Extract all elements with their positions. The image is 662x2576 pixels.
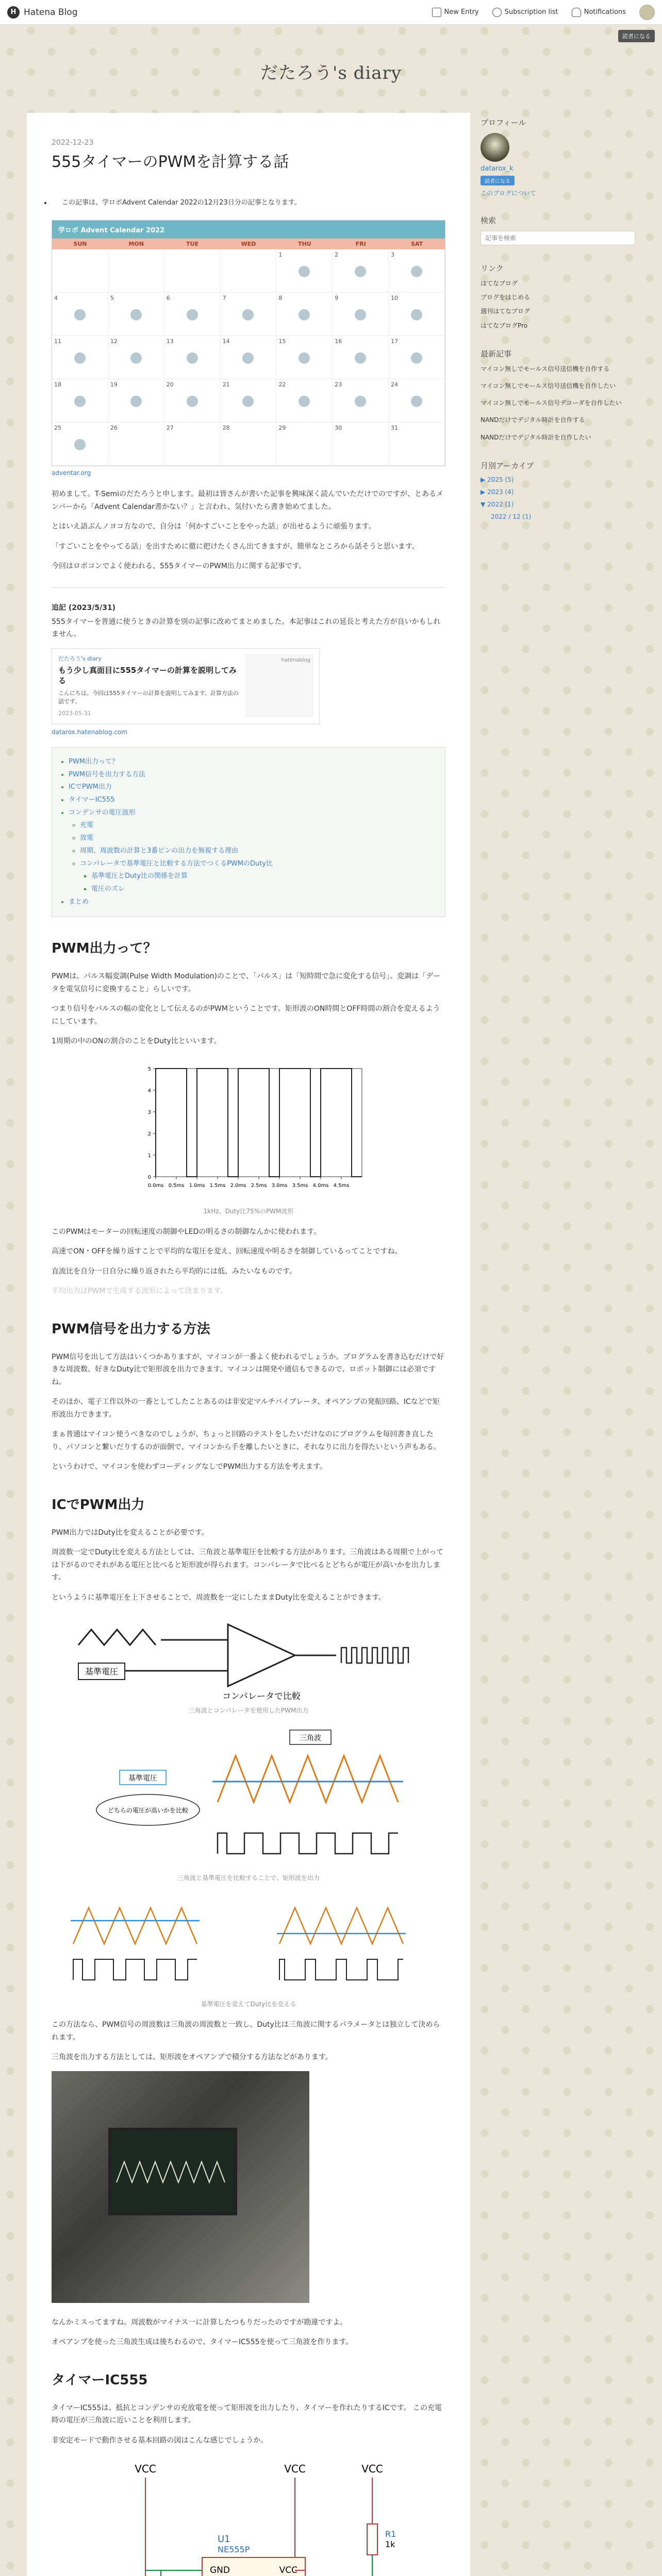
calendar-author-avatar bbox=[411, 309, 422, 320]
about-blog-link[interactable]: このブログについて bbox=[481, 190, 536, 197]
archive-year[interactable]: ▶ 2023 (4) bbox=[481, 488, 514, 496]
calendar-day-number: 28 bbox=[222, 425, 230, 431]
blog-card-date: 2023-05-31 bbox=[58, 709, 91, 717]
calendar-author-avatar bbox=[411, 266, 422, 277]
toc-subitem[interactable]: 周期、周波数の計算と3番ピンの出力を無視する理由 bbox=[80, 846, 239, 855]
subscription-label: Subscription list bbox=[504, 8, 558, 16]
sec4-paragraph: タイマーIC555は、抵抗とコンデンサの充放電を使って矩形波を出力したり、タイマーを作れたりするICです。 この充電時の電圧が三角波に近いことを利用します。 bbox=[52, 2403, 442, 2425]
sec3-paragraph: 周波数一定でDuty比を変える方法としては、三角波と基準電圧を比較する方法があります。三角波はある周期で上がっては下がるのでそれがある電圧と比べると矩形波が得られます。コンパレータで比べるとどちらが電圧が高いかを出力します。 bbox=[52, 1548, 444, 1582]
sec1-paragraph: このPWMはモーターの回転速度の制御やLEDの明るさの制御なんかに使われます。 bbox=[52, 1227, 321, 1236]
triangle-compare-svg bbox=[63, 1725, 434, 1869]
calendar-cell[interactable] bbox=[52, 249, 108, 293]
sec1-paragraph: つまり信号をパルスの幅の変化として伝えるのがPWMということです。矩形波のON時間とOFF時間の割合を変えるようにしています。 bbox=[52, 1005, 440, 1026]
hatena-topbar bbox=[0, 0, 662, 40]
pin-vcc: VCC bbox=[279, 2565, 297, 2576]
ne555-schematic-svg bbox=[84, 2457, 413, 2576]
calendar-author-avatar bbox=[411, 352, 422, 364]
toc-item[interactable]: タイマーIC555 bbox=[69, 796, 115, 804]
toc-item[interactable]: PWM信号を出力する方法 bbox=[69, 770, 145, 778]
calendar-day-number: 1 bbox=[278, 251, 283, 258]
calendar-author-avatar bbox=[355, 396, 366, 407]
sec3-paragraph: オペアンプを使った三角波生成は後ちわるので、タイマーIC555を使って三角波を作ります。 bbox=[52, 2338, 353, 2347]
calendar-day-number: 27 bbox=[166, 425, 174, 431]
entry-title[interactable]: 555タイマーのPWMを計算する話 bbox=[52, 153, 289, 171]
calendar-day-number: 9 bbox=[335, 295, 339, 301]
calendar-cell[interactable] bbox=[389, 249, 445, 293]
sidebar-link[interactable]: ブログをはじめる bbox=[481, 294, 531, 301]
recent-post[interactable]: NANDだけでデジタル時計を自作したい bbox=[481, 433, 591, 441]
calendar-day-number: 24 bbox=[391, 381, 399, 388]
bell-icon bbox=[572, 8, 581, 17]
y-tick-label: 3 bbox=[147, 1109, 151, 1115]
search-module bbox=[481, 215, 635, 245]
calendar-day-number: 2 bbox=[335, 251, 339, 258]
calendar-author-avatar bbox=[74, 396, 86, 407]
addendum-text: 555タイマーを普通に使うときの計算を別の記事に改めてまとめました。本記事はこれの延長と考えた方が良いかもしれません。 bbox=[52, 617, 441, 638]
sec2-paragraph: まぁ普通はマイコン使うべきなのでしょうが、ちょっと回路のテストをしたいだけなのにプログラムを毎回書き直したり、パソコンと繋いだりするのが面倒で、マイコンから手を離したいときに、それなりに出力を得たいという声もある。 bbox=[52, 1430, 441, 1451]
calendar-cell[interactable] bbox=[52, 336, 108, 379]
calendar-author-avatar bbox=[74, 352, 86, 364]
calendar-cell[interactable] bbox=[108, 379, 164, 422]
profile-heading: プロフィール bbox=[481, 118, 526, 127]
intro-paragraph-1: 初めまして。T-Semiのだたろうと申します。最初は皆さんが書いた記事を興味深く読んでいただけでのですが、とあるメンバーから「Advent Calendar書かない？」と言われ、気付いたら書き始めてました。 bbox=[52, 490, 443, 511]
notifications-label: Notifications bbox=[584, 8, 626, 16]
advent-calendar-header: 学ロボ Advent Calendar 2022 bbox=[52, 221, 445, 239]
blog-title[interactable]: だたろう's diary bbox=[260, 63, 402, 83]
vcc-label: VCC bbox=[284, 2463, 306, 2476]
y-tick-label: 2 bbox=[147, 1131, 151, 1137]
calendar-cell[interactable] bbox=[276, 336, 333, 379]
x-tick-label: 4.5ms bbox=[333, 1182, 350, 1189]
subscribe-button[interactable]: 読者になる bbox=[618, 30, 655, 42]
calendar-day-number: 4 bbox=[54, 295, 58, 301]
sec3-paragraph: 三角波を出力する方法としては、矩形波をオペアンプで積分する方法などがあります。 bbox=[52, 2053, 333, 2062]
calendar-cell[interactable] bbox=[164, 422, 221, 466]
calendar-day-header: MON bbox=[128, 241, 144, 247]
calendar-day-number: 31 bbox=[391, 425, 399, 431]
x-tick-label: 2.0ms bbox=[230, 1182, 246, 1189]
calendar-day-number: 15 bbox=[278, 338, 286, 345]
calendar-day-number: 18 bbox=[54, 381, 61, 388]
archive-month[interactable]: 2022 / 12 (1) bbox=[491, 513, 532, 520]
search-input[interactable] bbox=[481, 231, 635, 245]
x-tick-label: 3.5ms bbox=[292, 1182, 308, 1189]
calendar-day-header: SAT bbox=[411, 241, 423, 247]
reference-voltage-label: 基準電圧 bbox=[128, 1774, 157, 1783]
archive-year[interactable]: ▶ 2025 (5) bbox=[481, 476, 514, 483]
calendar-day-number: 8 bbox=[278, 295, 283, 301]
links-module bbox=[481, 263, 635, 331]
section-heading-555: タイマーIC555 bbox=[52, 2372, 148, 2388]
sidebar-link[interactable]: 週刊はてなブログ bbox=[481, 308, 531, 315]
calendar-author-avatar bbox=[299, 352, 310, 364]
calendar-cell[interactable] bbox=[389, 293, 445, 336]
toc-subitem[interactable]: コンパレータで基準電圧と比較する方法でつくるPWMのDuty比 bbox=[80, 859, 273, 868]
recent-post[interactable]: NANDだけでデジタル時計を自作する bbox=[481, 416, 585, 424]
calendar-cell[interactable] bbox=[276, 293, 333, 336]
calendar-day-header: SUN bbox=[73, 241, 87, 247]
divider bbox=[52, 587, 445, 588]
pwm-chart-svg bbox=[125, 1058, 372, 1202]
sec4-paragraph: 非安定モードで動作させる基本回路の図はこんな感じでしょうか。 bbox=[52, 2436, 268, 2445]
hatena-logo-text: Hatena Blog bbox=[24, 7, 78, 18]
calendar-author-avatar bbox=[130, 396, 142, 407]
sec3-paragraph: PWM出力ではDuty比を変えることが必要です。 bbox=[52, 1528, 209, 1537]
calendar-cell[interactable] bbox=[221, 293, 277, 336]
table-of-contents bbox=[52, 747, 445, 917]
recent-heading: 最新記事 bbox=[481, 349, 512, 359]
x-tick-label: 1.0ms bbox=[189, 1182, 205, 1189]
calendar-author-avatar bbox=[187, 309, 198, 320]
calendar-day-header: WED bbox=[241, 241, 256, 247]
ne555-schematic bbox=[52, 2457, 445, 2576]
sec1-paragraph: 直流比を自分一日自分に繰り返されたら平均的には低、みたいなものです。 bbox=[52, 1267, 296, 1276]
r1-label: R1 bbox=[385, 2529, 396, 2539]
calendar-author-avatar bbox=[130, 352, 142, 364]
calendar-author-avatar bbox=[299, 396, 310, 407]
calendar-day-number: 12 bbox=[110, 338, 118, 345]
x-tick-label: 0.0ms bbox=[147, 1182, 164, 1189]
toc-item[interactable]: コンデンサの電圧波形 bbox=[69, 808, 136, 817]
advent-calendar-link[interactable]: adventar.org bbox=[52, 469, 91, 477]
calendar-cell[interactable] bbox=[52, 422, 108, 466]
comparator-diagram-caption: 三角波とコンパレータを使用したPWM出力 bbox=[188, 1707, 309, 1715]
calendar-author-avatar bbox=[130, 309, 142, 320]
calendar-day-number: 25 bbox=[54, 425, 61, 431]
oscilloscope-screen bbox=[108, 2128, 237, 2215]
toc-subitem[interactable]: 充電 bbox=[80, 821, 94, 829]
duty-variation-svg bbox=[63, 1892, 434, 1995]
calendar-day-number: 3 bbox=[391, 251, 395, 258]
calendar-cell[interactable] bbox=[108, 249, 164, 293]
calendar-author-avatar bbox=[74, 439, 86, 450]
vcc-label: VCC bbox=[135, 2463, 156, 2476]
calendar-day-number: 30 bbox=[335, 425, 342, 431]
calendar-day-number: 6 bbox=[166, 295, 170, 301]
calendar-cell[interactable] bbox=[221, 379, 277, 422]
pwm-chart-caption: 1kHz、Duty比75%のPWM波形 bbox=[203, 1207, 294, 1215]
x-tick-label: 0.5ms bbox=[168, 1182, 185, 1189]
triangle-compare-diagram bbox=[52, 1725, 445, 1882]
u1-label: U1 bbox=[218, 2534, 230, 2545]
sec1-paragraph: 平均出力はPWMで生成する波形によって決まります。 bbox=[52, 1287, 228, 1296]
duty-variation-caption: 基準電圧を変えてDuty比を変える bbox=[201, 2001, 296, 2008]
section-heading-ic-pwm: ICでPWM出力 bbox=[52, 1497, 145, 1513]
reader-icon bbox=[492, 8, 502, 17]
hatena-logo-icon: H bbox=[7, 6, 20, 19]
comparator-label: コンパレータで比較 bbox=[222, 1691, 301, 1702]
calendar-day-number: 22 bbox=[278, 381, 286, 388]
calendar-cell[interactable] bbox=[221, 422, 277, 466]
x-tick-label: 2.5ms bbox=[251, 1182, 267, 1189]
calendar-day-number: 13 bbox=[166, 338, 174, 345]
part-label: NE555P bbox=[218, 2545, 250, 2555]
y-tick-label: 0 bbox=[147, 1174, 151, 1180]
section-heading-pwm: PWM出力って？ bbox=[52, 941, 157, 957]
blog-card[interactable] bbox=[52, 648, 320, 725]
calendar-cell[interactable] bbox=[164, 293, 221, 336]
sec2-paragraph: というわけで、マイコンを使わずコーディングなしでPWM出力する方法を考えます。 bbox=[52, 1463, 327, 1471]
recent-post[interactable]: マイコン無しでモールス信号送信機を自作したい bbox=[481, 382, 616, 389]
sec2-paragraph: PWM信号を出して方法はいくつかありますが、マイコンが一番よく使われるでしょうか。プログラムを書き込むだけで好きな周波数、好きなDuty比で矩形波を出力できます。マイコンは開発や通信もできるので、ロボット制御には必須ですね。 bbox=[52, 1352, 444, 1386]
calendar-cell[interactable] bbox=[333, 293, 389, 336]
calendar-cell[interactable] bbox=[164, 249, 221, 293]
calendar-day-header: FRI bbox=[355, 241, 366, 247]
section-heading-pwm-methods: PWM信号を出力する方法 bbox=[52, 1321, 210, 1337]
advent-calendar-days bbox=[52, 239, 445, 249]
sec3-paragraph: この方法なら、PWM信号の周波数は三角波の周波数と一致し、Duty比は三角波に関するパラメータとは独立して決められます。 bbox=[52, 2021, 440, 2042]
calendar-cell[interactable] bbox=[333, 336, 389, 379]
archive-year[interactable]: ▼ 2022 (1) bbox=[481, 500, 514, 508]
calendar-day-number: 17 bbox=[391, 338, 399, 345]
user-avatar[interactable] bbox=[639, 5, 655, 20]
compare-bubble: どちらの電圧が高いかを比較 bbox=[107, 1807, 189, 1815]
sidebar bbox=[481, 113, 635, 538]
advent-notice: • この記事は、学ロボAdvent Calendar 2022の12月23日分の記事となります。 bbox=[52, 193, 445, 211]
sidebar-link[interactable]: はてなブログPro bbox=[481, 321, 528, 329]
calendar-author-avatar bbox=[355, 352, 366, 364]
calendar-cell[interactable] bbox=[108, 336, 164, 379]
recent-post[interactable]: マイコン無しでモールス信号送信機を自作する bbox=[481, 365, 610, 372]
toc-subitem[interactable]: 放電 bbox=[80, 834, 94, 842]
calendar-day-number: 7 bbox=[222, 295, 226, 301]
archive-module bbox=[481, 460, 635, 520]
recent-post[interactable]: マイコン無しでモールス信号デコーダを自作したい bbox=[481, 399, 622, 407]
toc-item[interactable]: まとめ bbox=[69, 897, 89, 906]
y-tick-label: 4 bbox=[147, 1088, 151, 1094]
calendar-cell[interactable] bbox=[276, 379, 333, 422]
hatena-logo[interactable] bbox=[7, 6, 78, 19]
entry-date[interactable]: 2022-12-23 bbox=[52, 139, 94, 147]
x-tick-label: 3.0ms bbox=[271, 1182, 288, 1189]
recent-posts-module bbox=[481, 348, 635, 443]
calendar-day-header: TUE bbox=[186, 241, 199, 247]
calendar-author-avatar bbox=[187, 352, 198, 364]
calendar-author-avatar bbox=[299, 309, 310, 320]
search-heading: 検索 bbox=[481, 216, 496, 225]
new-entry-link[interactable] bbox=[432, 8, 479, 17]
calendar-cell[interactable] bbox=[164, 336, 221, 379]
calendar-day-header: THU bbox=[298, 241, 311, 247]
triangle-compare-caption: 三角波と基準電圧を比較することで、矩形波を出力 bbox=[177, 1874, 320, 1882]
vcc-label: VCC bbox=[361, 2463, 383, 2476]
oscilloscope-photo[interactable] bbox=[52, 2071, 309, 2303]
calendar-cell[interactable] bbox=[389, 379, 445, 422]
calendar-day-number: 19 bbox=[110, 381, 118, 388]
advent-calendar-embed[interactable] bbox=[52, 220, 445, 466]
comparator-diagram bbox=[52, 1614, 445, 1715]
profile-module bbox=[481, 117, 635, 197]
ref-voltage-label: 基準電圧 bbox=[85, 1667, 119, 1677]
blog-card-brand: hatenablog bbox=[281, 657, 310, 663]
calendar-cell[interactable] bbox=[276, 422, 333, 466]
r1-value: 1k bbox=[385, 2539, 395, 2550]
x-tick-label: 4.0ms bbox=[312, 1182, 329, 1189]
toc-item[interactable]: ICでPWM出力 bbox=[69, 783, 112, 791]
calendar-day-number: 11 bbox=[54, 338, 61, 345]
blog-card-site: だたろう's diary bbox=[58, 655, 102, 662]
calendar-cell[interactable] bbox=[52, 293, 108, 336]
calendar-cell[interactable] bbox=[333, 422, 389, 466]
calendar-author-avatar bbox=[355, 309, 366, 320]
archive-heading: 月別アーカイブ bbox=[481, 461, 534, 470]
y-tick-label: 5 bbox=[147, 1066, 151, 1072]
calendar-author-avatar bbox=[355, 266, 366, 277]
sec1-paragraph: 高速でON・OFFを繰り返すことで平均的な電圧を変え、回転速度や明るさを制御しているってことですね。 bbox=[52, 1247, 402, 1256]
sec3-paragraph: なんかミスってますね。周波数がマイナス一に計算したつもりだったのですが勘違ですよ。 bbox=[52, 2318, 347, 2327]
calendar-cell[interactable] bbox=[221, 336, 277, 379]
notifications-link[interactable] bbox=[572, 8, 626, 17]
calendar-author-avatar bbox=[187, 396, 198, 407]
entry-article bbox=[27, 113, 470, 2576]
calendar-cell[interactable] bbox=[389, 422, 445, 466]
calendar-author-avatar bbox=[411, 396, 422, 407]
calendar-day-number: 23 bbox=[335, 381, 342, 388]
blog-card-thumbnail bbox=[246, 655, 313, 717]
duty-variation-diagram bbox=[52, 1892, 445, 2008]
pencil-icon bbox=[432, 8, 441, 17]
links-heading: リンク bbox=[481, 264, 504, 273]
calendar-author-avatar bbox=[242, 352, 254, 364]
calendar-cell[interactable] bbox=[108, 293, 164, 336]
advent-calendar-grid bbox=[52, 249, 445, 466]
new-entry-label: New Entry bbox=[444, 8, 479, 16]
follow-button[interactable]: 読者になる bbox=[481, 176, 515, 185]
toc-subsubitem[interactable]: 基準電圧とDuty比の関係を計算 bbox=[91, 872, 188, 880]
triangle-wave-label: 三角波 bbox=[300, 1734, 321, 1743]
profile-name[interactable]: datarox_k bbox=[481, 165, 514, 173]
x-tick-label: 1.5ms bbox=[209, 1182, 226, 1189]
calendar-cell[interactable] bbox=[164, 379, 221, 422]
calendar-author-avatar bbox=[242, 309, 254, 320]
calendar-cell[interactable] bbox=[221, 249, 277, 293]
calendar-cell[interactable] bbox=[333, 249, 389, 293]
sec1-paragraph: 1周期の中のONの割合のことをDuty比といいます。 bbox=[52, 1037, 221, 1046]
profile-avatar[interactable] bbox=[481, 133, 509, 162]
calendar-day-number: 21 bbox=[222, 381, 230, 388]
calendar-author-avatar bbox=[242, 396, 254, 407]
sidebar-link[interactable]: はてなブログ bbox=[481, 280, 518, 287]
sec1-paragraph: PWMは、パルス幅変調(Pulse Width Modulation)のことで、「パルス」は「短時間で急に変化する信号」。変調は「データを電気信号に変換すること」らしいです。 bbox=[52, 972, 441, 993]
blog-card-link[interactable]: datarox.hatenablog.com bbox=[52, 728, 127, 736]
addendum-title: 追記 (2023/5/31) bbox=[52, 603, 116, 612]
calendar-author-avatar bbox=[74, 309, 86, 320]
subscription-link[interactable] bbox=[492, 8, 558, 17]
toc-item[interactable]: PWM出力って？ bbox=[69, 758, 119, 766]
intro-paragraph-3: 「すごいことをやってる話」を出すために徹に把けたくさん出てきますが、簡単なところから話そうと思います。 bbox=[52, 542, 419, 551]
calendar-cell[interactable] bbox=[52, 379, 108, 422]
intro-paragraph-2: とはいえ語ぶんノヨコ方なので、自分は「何かすごいことをやった話」が出せるように頑張ります。 bbox=[52, 522, 376, 531]
toc-subsubitem[interactable]: 電圧のズレ bbox=[91, 885, 125, 893]
calendar-day-number: 5 bbox=[110, 295, 114, 301]
calendar-day-number: 10 bbox=[391, 295, 399, 301]
calendar-day-number: 29 bbox=[278, 425, 286, 431]
calendar-cell[interactable] bbox=[389, 336, 445, 379]
y-tick-label: 1 bbox=[147, 1153, 151, 1159]
pin-gnd: GND bbox=[210, 2565, 230, 2576]
calendar-day-number: 16 bbox=[335, 338, 342, 345]
calendar-cell[interactable] bbox=[108, 422, 164, 466]
comparator-diagram-svg bbox=[68, 1614, 429, 1702]
sec3-paragraph: というように基準電圧を上下させることで、周波数を一定にしたままDuty比を変えることができます。 bbox=[52, 1593, 386, 1602]
intro-paragraph-4: 今回はロボコンでよく使われる、555タイマーのPWM出力に関する記事です。 bbox=[52, 562, 306, 570]
calendar-day-number: 26 bbox=[110, 425, 118, 431]
blog-card-title: もう少し真面目に555タイマーの計算を説明してみる bbox=[58, 666, 237, 686]
calendar-cell[interactable] bbox=[276, 249, 333, 293]
pwm-waveform-chart bbox=[52, 1058, 445, 1215]
calendar-day-number: 20 bbox=[166, 381, 174, 388]
calendar-cell[interactable] bbox=[333, 379, 389, 422]
calendar-author-avatar bbox=[299, 266, 310, 277]
sec2-paragraph: そのほか、電子工作以外の一番としてしたことあるのは非安定マルチバイブレータ、オペアンプの発振回路、ICなどで矩形波出力できます。 bbox=[52, 1398, 440, 1419]
blog-card-desc: こんにちは。今回は555タイマーの計算を説明してみます。計算方法の話です。 bbox=[58, 689, 239, 705]
calendar-day-number: 14 bbox=[222, 338, 230, 345]
